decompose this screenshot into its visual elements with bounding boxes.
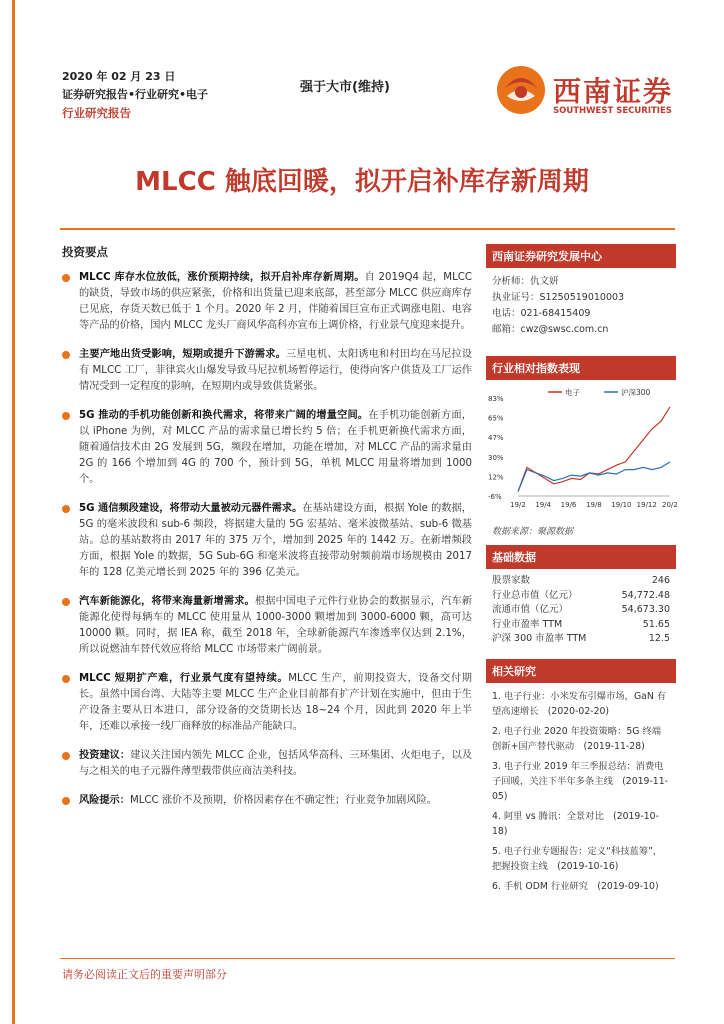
- x-tick-label: 19/12: [636, 501, 657, 509]
- point-text: 建议关注国内领先 MLCC 企业，包括风华高科、三环集团、火炬电子，以及与之相关的电子元器件薄型载带供应商洁美科技。: [79, 750, 473, 777]
- basic-data-heading: 基础数据: [486, 545, 676, 569]
- investment-point: [62, 594, 472, 658]
- stat-label: 行业市盈率 TTM: [492, 618, 563, 630]
- investment-point: [62, 270, 472, 334]
- investment-point: [62, 671, 472, 735]
- related-report-link[interactable]: 2. 电子行业 2020 年投资策略：5G 终端创新+国产替代驱动 (2019-11-28): [492, 725, 662, 752]
- bullet-dot-icon: [62, 274, 70, 282]
- point-text: 三星电机、太阳诱电和村田均在马尼拉设有 MLCC 工厂，菲律宾火山爆发导致马尼拉机场暂停运行，使得向客户供货及工厂运作情况受到一定程度的影响，在短期内或导致供货紧张。: [79, 349, 473, 392]
- point-text: 在基站建设方面，根据 Yole 的数据，5G 的毫米波段和 sub-6 频段，将据建大量的 5G 宏基站、毫米波微基站、sub-6 微基站。总的基站数将由 2017 年的 375 万个，增加到 2025 年的 1442 万。在新增频段方面，根据 Yole 的数据，5G Sub-6G 和毫米波将直接带动射频前端市场规模由 2017 年的 128 亿美元增长到 2025 年的 396 亿美元。: [79, 503, 472, 578]
- x-tick-label: 20/2: [662, 501, 678, 509]
- bullet-dot-icon: [62, 598, 70, 606]
- investment-section: [62, 244, 472, 822]
- stat-label: 行业总市值（亿元）: [492, 589, 578, 601]
- y-tick-label: 12%: [488, 473, 504, 482]
- bullet-dot-icon: [62, 505, 70, 513]
- point-text: 根据中国电子元件行业协会的数据显示，汽车新能源化使得每辆车的 MLCC 使用量从 1000-3000 颗增加到 3000-6000 颗，高可达 10000 颗。同时，据 IEA 称，截至 2018 年，全球新能源汽车渗透率仅达到 2.1%，所以说燃油车替代效应将给 MLCC 市场带来广阔前景。: [79, 596, 473, 655]
- stat-value: 54,673.30: [621, 604, 670, 615]
- logo-name-cn: 西南证券: [553, 75, 674, 108]
- series-line-电子: [518, 407, 670, 492]
- bullet-dot-icon: [62, 797, 70, 805]
- footer-disclaimer[interactable]: 请务必阅读正文后的重要声明部分: [62, 968, 227, 981]
- x-tick-label: 19/8: [586, 501, 602, 509]
- bullet-dot-icon: [62, 675, 70, 683]
- point-text: MLCC 涨价不及预期，价格因素存在不确定性；行业竞争加剧风险。: [129, 795, 437, 806]
- stat-value: 12.5: [648, 633, 670, 644]
- x-tick-label: 19/4: [535, 501, 552, 509]
- x-tick-label: 19/10: [611, 501, 632, 509]
- stat-row: [486, 589, 676, 604]
- point-lead: 5G 通信频段建设，将带动大量被动元器件需求。: [79, 503, 303, 514]
- related-report-link[interactable]: 1. 电子行业：小米发布引爆市场，GaN 有望高速增长 (2020-02-20): [492, 690, 667, 717]
- investment-point: [62, 748, 472, 780]
- legend-label: 电子: [565, 388, 580, 397]
- legend-label: 沪深300: [621, 388, 651, 397]
- related-report-link[interactable]: 3. 电子行业 2019 年三季报总结：消费电子回暖，关注下半年多条主线 (2019-11-05): [492, 760, 668, 802]
- left-accent-bar: [12, 0, 15, 1024]
- stat-row: [486, 603, 676, 618]
- bullet-dot-icon: [62, 351, 70, 359]
- report-title: MLCC 触底回暖，拟开启补库存新周期: [135, 167, 589, 197]
- analyst-name: 分析师：仇文妍: [492, 276, 559, 287]
- investment-point: [62, 793, 472, 809]
- analyst-phone: 电话：021-68415409: [492, 308, 591, 319]
- bullet-dot-icon: [62, 412, 70, 420]
- report-date: 2020 年 02 月 23 日: [62, 70, 176, 83]
- point-text: 自 2019Q4 起，MLCC 的缺货，导致市场的供应紧张，价格和出货量已迎来底部，甚至部分 MLCC 供应商库存已见底，存货天数已低于 1 个月。2020 年 2 月，伴随着国巨宣布正式调涨电阻、电容等产品的价格，国内 MLCC 龙头厂商风华高科亦宣布上调价格，行业景气度迎来提升。: [79, 272, 472, 331]
- stat-value: 51.65: [642, 618, 670, 630]
- perf-chart-svg: [486, 386, 676, 516]
- related-report-link[interactable]: 5. 电子行业专题报告：定义“科技蓝筹”，把握投资主线 (2019-10-16): [492, 845, 663, 872]
- chart-source: 数据来源：聚源数据: [492, 527, 574, 537]
- related-heading: 相关研究: [486, 659, 676, 683]
- stat-value: 54,772.48: [621, 589, 670, 601]
- stat-row: [486, 618, 676, 633]
- basic-data-table: [486, 569, 676, 647]
- investment-heading: 投资要点: [62, 245, 108, 259]
- investment-point: [62, 408, 472, 488]
- stat-row: [486, 632, 676, 647]
- point-text: 在手机功能创新方面，以 iPhone 为例，对 MLCC 产品的需求量已增长约 5 倍；在手机更新换代需求方面，随着通信技术由 2G 发展到 5G，频段在增加，功能在增加，对 MLCC 产品的需求量由 2G 的 166 个增加到 4G 的 700 个，预计到 5G，单机 MLCC 用量将增加到 1000 个。: [79, 410, 472, 485]
- bullet-dot-icon: [62, 752, 70, 760]
- stat-value: 246: [651, 575, 670, 586]
- investment-point: [62, 347, 472, 395]
- y-tick-label: 30%: [488, 453, 504, 462]
- report-category: 行业研究报告: [62, 106, 131, 120]
- stat-row: [486, 574, 676, 589]
- title-divider: [60, 228, 675, 230]
- related-list: [486, 683, 676, 894]
- y-tick-label: 83%: [488, 395, 504, 403]
- y-tick-label: 65%: [488, 414, 504, 423]
- company-logo: [495, 62, 675, 122]
- research-center-heading: 西南证券研究发展中心: [486, 244, 676, 268]
- investment-points: [62, 270, 472, 809]
- series-line-沪深300: [518, 462, 670, 492]
- point-lead: 汽车新能源化，将带来海量新增需求。: [79, 596, 255, 607]
- point-lead: MLCC 短期扩产难，行业景气度有望持续。: [79, 673, 289, 684]
- stat-label: 沪深 300 市盈率 TTM: [492, 633, 587, 644]
- y-tick-label: 47%: [488, 434, 504, 443]
- analyst-email[interactable]: 邮箱：cwz@swsc.com.cn: [492, 324, 609, 335]
- perf-chart-heading: 行业相对指数表现: [486, 356, 676, 380]
- logo-emblem-icon: [495, 62, 551, 118]
- x-tick-label: 19/2: [510, 501, 526, 509]
- point-lead: 主要产地出货受影响，短期或提升下游需求。: [79, 349, 286, 360]
- point-lead: 投资建议：: [79, 750, 131, 761]
- logo-name-en: SOUTHWEST SECURITIES: [553, 106, 672, 116]
- analyst-info: [486, 268, 676, 338]
- rating: 强于大市(维持): [300, 80, 390, 95]
- analyst-license: 执业证号：S1250519010003: [492, 292, 625, 303]
- report-type: 证券研究报告•行业研究•电子: [62, 88, 209, 101]
- related-report-link[interactable]: 6. 手机 ODM 行业研究 (2019-09-10): [492, 880, 659, 892]
- x-tick-label: 19/6: [560, 501, 577, 509]
- stat-label: 股票家数: [492, 575, 531, 586]
- perf-chart: [486, 386, 676, 520]
- footer-divider: [60, 958, 675, 959]
- related-report-link[interactable]: 4. 阿里 vs 腾讯：全景对比 (2019-10-18): [492, 810, 659, 837]
- point-text: MLCC 生产，前期投资大，设备交付期长。虽然中国台湾、大陆等主要 MLCC 生产企业目前都有扩产计划在实施中，但由于生产设备主要从日本进口，部分设备的交货期长达 18~24 个月，因此到 2020 年上半年，还难以承接一线厂商释放的标准品产能缺口。: [79, 673, 472, 732]
- point-lead: 5G 推动的手机功能创新和换代需求，将带来广阔的增量空间。: [79, 410, 369, 421]
- sidebar: [486, 244, 676, 899]
- point-lead: 风险提示：: [79, 795, 130, 806]
- point-lead: MLCC 库存水位放低，涨价预期持续，拟开启补库存新周期。: [79, 272, 365, 283]
- stat-label: 流通市值（亿元）: [492, 604, 569, 615]
- investment-point: [62, 501, 472, 581]
- y-tick-label: -6%: [488, 493, 502, 501]
